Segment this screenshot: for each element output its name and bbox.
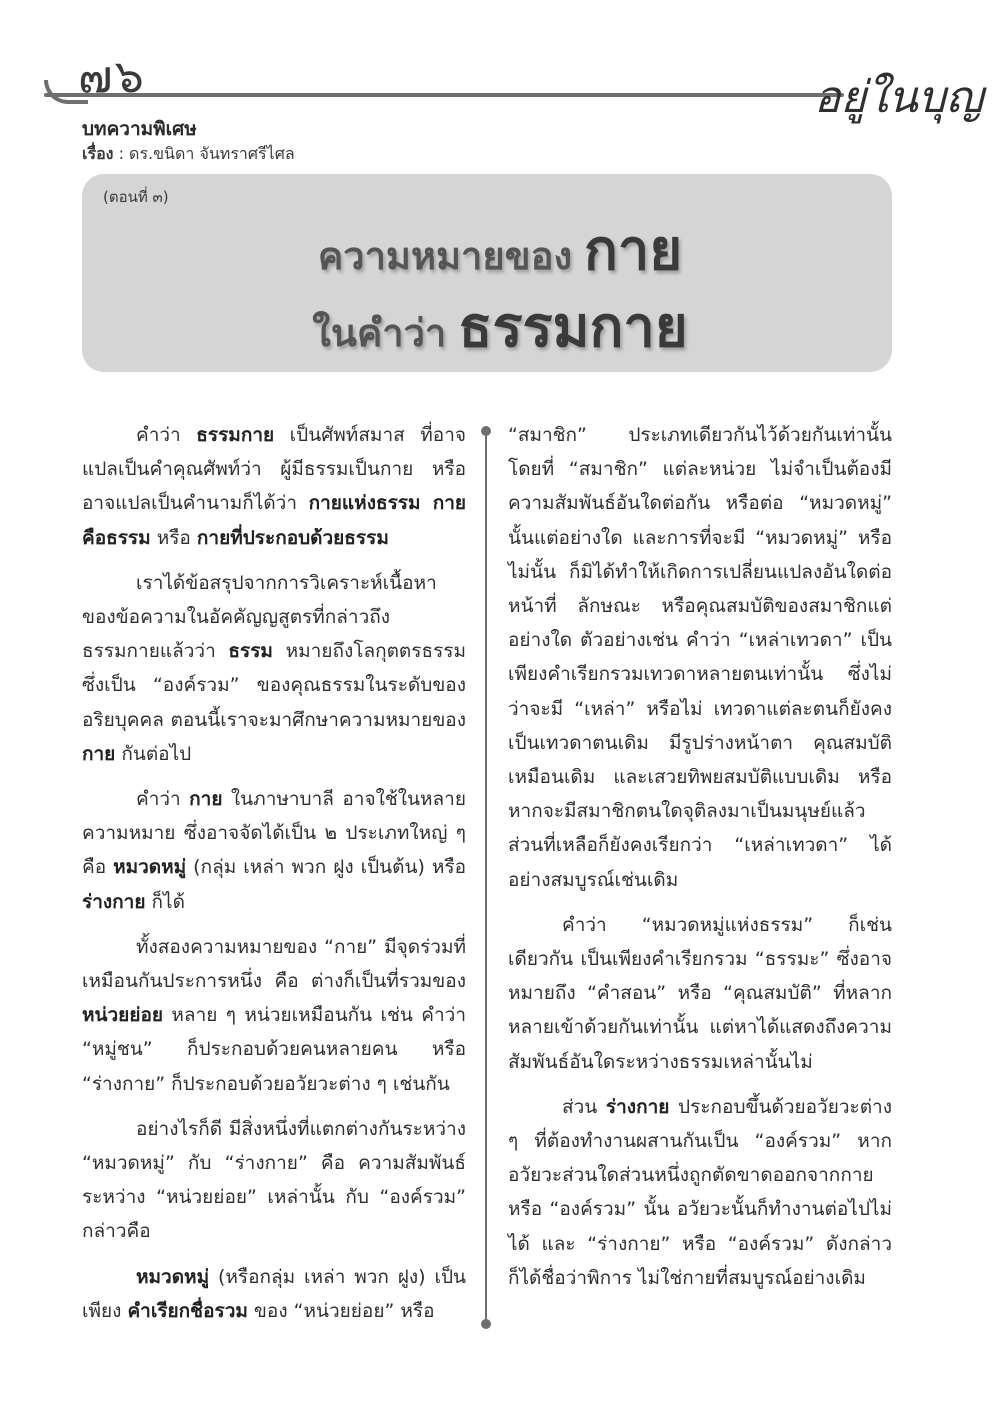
text-run: อย่างไรก็ดี มีสิ่งหนึ่งที่แตกต่างกันระหว่าง “หมวดหมู่” กับ “ร่างกาย” คือ ความสัมพันธ์ระหว่าง “หน่วยย่อย” เหล่านั้น กับ “องค์รวม” กล่าวคือ (82, 1117, 466, 1243)
left-column (82, 418, 466, 1339)
divider-dot-bottom (481, 1319, 491, 1329)
text-run: คำว่า (136, 788, 190, 811)
bold-text: ร่างกาย (605, 1095, 670, 1118)
text-run: ก็ได้ (145, 890, 185, 913)
bold-text: กายที่ประกอบด้วยธรรม (196, 526, 389, 549)
text-run: เราได้ข้อสรุปจากการวิเคราะห์เนื้อหาของข้อความในอัคคัญญสูตรที่กล่าวถึงธรรมกายแล้วว่า (82, 571, 437, 663)
text-run: ทั้งสองความหมายของ “กาย” มีจุดร่วมที่เหมือนกันประการหนึ่ง คือ ต่างก็เป็นที่รวมของ (82, 935, 466, 993)
paragraph (82, 418, 466, 555)
text-run: “สมาชิก” ประเภทเดียวกันไว้ด้วยกันเท่านั้น โดยที่ “สมาชิก” แต่ละหน่วย ไม่จำเป็นต้องมีความสัมพันธ์อันใดต่อกัน หรือต่อ “หมวดหมู่” นั้นแต่อย่างใด และการที่จะมี “หมวดหมู่” หรือไม่นั้น ก็มิได้ทำให้เกิดการเปลี่ยนแปลงอันใดต่อหน้าที่ ลักษณะ หรือคุณสมบัติของสมาชิกแต่อย่างใด ตัวอย่างเช่น คำว่า “เหล่าเทวดา” เป็นเพียงคำเรียกรวมเทวดาหลายตนเท่านั้น ซึ่งไม่ว่าจะมี “เหล่า” หรือไม่ เทวดาแต่ละตนก็ยังคงเป็นเทวดาตนเดิม มีรูปร่างหน้าตา คุณสมบัติเหมือนเดิม และเสวยทิพยสมบัติแบบเดิม หรือหากจะมีสมาชิกตนใดจุติลงมาเป็นมนุษย์แล้ว ส่วนที่เหลือก็ยังคงเรียกว่า “เหล่าเทวดา” ได้อย่างสมบูรณ์เช่นเดิม (508, 424, 892, 891)
page-number: ๗๖ (78, 49, 146, 103)
text-run: กันต่อไป (115, 742, 192, 765)
byline-author: : ดร.ขนิดา จันทราศรีไศล (113, 144, 295, 163)
paragraph (82, 930, 466, 1101)
text-run: ส่วน (562, 1095, 606, 1118)
paragraph (508, 908, 892, 1079)
text-run: (หรือกลุ่ม เหล่า พวก ฝูง) เป็นเพียง (82, 1265, 466, 1322)
title-line-2 (0, 282, 1000, 371)
title-line-2-prefix: ในคำว่า (312, 311, 447, 355)
paragraph (82, 566, 466, 771)
paragraph (82, 1260, 466, 1328)
bold-text: ร่างกาย (82, 890, 146, 913)
bold-text: กายแห่งธรรม กายคือธรรม (82, 492, 467, 549)
text-run: หมายถึงโลกุตตรธรรม ซึ่งเป็น “องค์รวม” ของคุณธรรมในระดับของอริยบุคคล ตอนนี้เราจะมาศึกษาความหมายของ (82, 640, 466, 731)
section-label: บทความพิเศษ (82, 118, 197, 140)
text-run: ประกอบขึ้นด้วยอวัยวะต่าง ๆ ที่ต้องทำงานผสานกันเป็น “องค์รวม” หากอวัยวะส่วนใดส่วนหนึ่งถูกตัดขาดออกจากกาย หรือ “องค์รวม” นั้น อวัยวะนั้นก็ทำงานต่อไปไม่ได้ และ “ร่างกาย” หรือ “องค์รวม” ดังกล่าวก็ได้ชื่อว่าพิการ ไม่ใช่กายที่สมบูรณ์อย่างเดิม (508, 1095, 892, 1289)
title-line-1-emphasis: กาย (584, 218, 683, 283)
bold-text: กาย (82, 742, 116, 765)
text-run: คำว่า “หมวดหมู่แห่งธรรม” ก็เช่นเดียวกัน เป็นเพียงคำเรียกรวม “ธรรมะ” ซึ่งอาจหมายถึง “คำสอน” หรือ “คุณสมบัติ” ที่หลากหลายเข้าด้วยกันเท่านั้น แต่หาได้แสดงถึงความสัมพันธ์อันใดระหว่างธรรมเหล่านั้นไม่ (508, 913, 892, 1073)
text-run: คำว่า (136, 424, 197, 446)
paragraph (508, 1090, 892, 1295)
text-run: ในภาษาบาลี อาจใช้ในหลายความหมาย ซึ่งอาจจัดได้เป็น ๒ ประเภทใหญ่ ๆ คือ (82, 788, 466, 879)
title-line-1-prefix: ความหมายของ (317, 234, 573, 278)
bold-text: ธรรม (228, 640, 273, 663)
paragraph (82, 1112, 466, 1249)
text-run: หรือ (150, 526, 197, 549)
byline-label: เรื่อง (82, 144, 114, 163)
paragraph (508, 418, 892, 897)
title-line-2-emphasis: ธรรมกาย (458, 295, 688, 360)
column-divider (485, 430, 487, 1324)
text-run: เป็นศัพท์สมาส ที่อาจแปลเป็นคำคุณศัพท์ว่า ผู้มีธรรมเป็นกาย หรืออาจแปลเป็นคำนามก็ได้ว่า (82, 424, 467, 515)
byline (82, 142, 295, 167)
header-rule (44, 93, 844, 97)
text-run: (กลุ่ม เหล่า พวก ฝูง เป็นต้น) หรือ (186, 856, 466, 879)
text-run: ของ “หน่วยย่อย” หรือ (247, 1299, 435, 1322)
bold-text: กาย (189, 788, 223, 811)
title-line-1 (0, 205, 1000, 294)
bold-text: คำเรียกชื่อรวม (127, 1299, 248, 1322)
magazine-logo: อยู่ในบุญ (814, 72, 984, 123)
part-label: (ตอนที่ ๓) (103, 188, 169, 206)
bold-text: หน่วยย่อย (82, 1004, 163, 1027)
bold-text: หมวดหมู่ (113, 856, 187, 879)
paragraph (82, 782, 466, 919)
right-column (508, 418, 892, 1306)
bold-text: ธรรมกาย (196, 424, 275, 446)
text-run: หลาย ๆ หน่วยเหมือนกัน เช่น คำว่า “หมู่ชน” ก็ประกอบด้วยคนหลายคน หรือ “ร่างกาย” ก็ประกอบด้วยอวัยวะต่าง ๆ เช่นกัน (82, 1004, 466, 1095)
bold-text: หมวดหมู่ (136, 1265, 210, 1288)
